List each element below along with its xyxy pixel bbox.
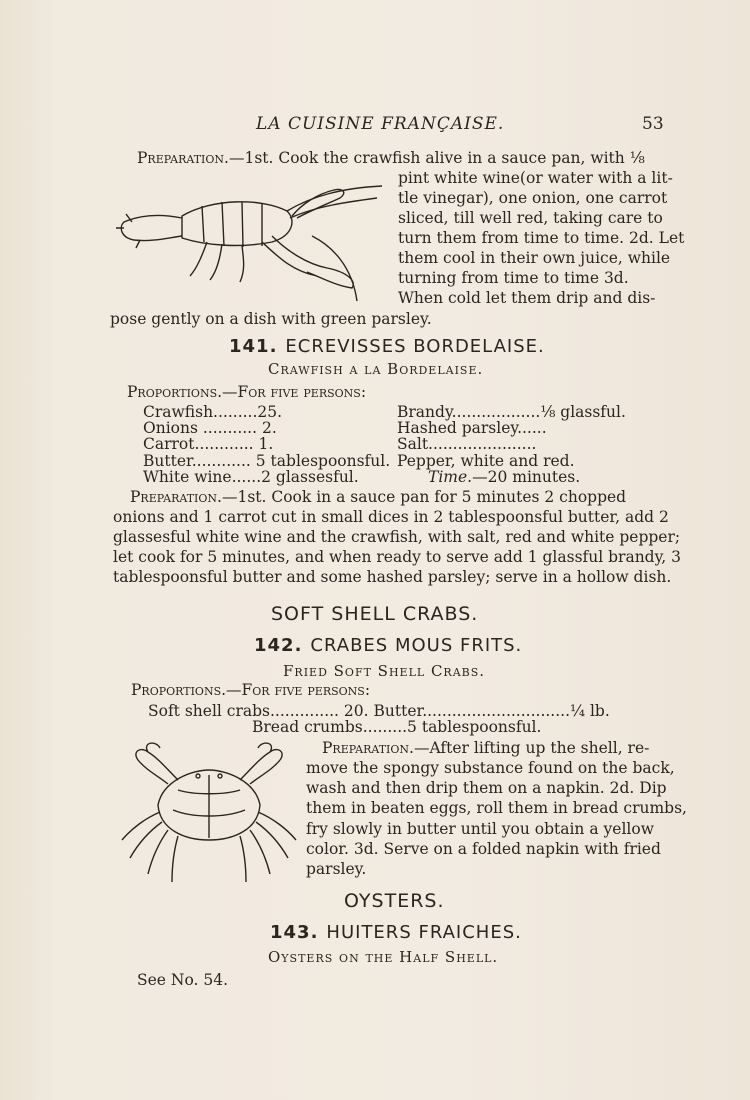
recipe-142-prep-line-7: parsley. xyxy=(306,860,367,878)
ingredient-left-1: Crawfish.........25. xyxy=(143,403,283,421)
recipe-142-prep-line-5: fry slowly in butter until you obtain a yellow xyxy=(306,820,654,838)
recipe-141-proportions: Proportions.—For five persons: xyxy=(127,383,367,401)
recipe-142-prep-line-6: color. 3d. Serve on a folded napkin with fried xyxy=(306,840,661,858)
ingredient-left-2: Onions ........... 2. xyxy=(143,419,277,437)
recipe-141-prep-line-2: onions and 1 carrot cut in small dices in 2 tablespoonsful butter, add 2 xyxy=(113,508,669,526)
ingredient-right-3: Salt...................... xyxy=(397,435,537,453)
recipe-title: ECREVISSES BORDELAISE. xyxy=(285,336,545,357)
recipe-141-heading xyxy=(229,336,545,357)
recipe-title: HUITERS FRAICHES. xyxy=(326,922,522,943)
recipe-141-prep-line-1 xyxy=(130,487,626,507)
recipe-143-subtitle: Oysters on the Half Shell. xyxy=(268,948,499,966)
soft-shell-section-title: SOFT SHELL CRABS. xyxy=(271,603,479,625)
recipe-142-ingredients-2: Bread crumbs.........5 tablespoonsful. xyxy=(252,718,542,736)
recipe-title: CRABES MOUS FRITS. xyxy=(310,635,523,656)
prep-label: Preparation. xyxy=(137,149,229,167)
crawfish-prep-line-5: turn them from time to time. 2d. Let xyxy=(398,229,685,247)
oysters-section-title: OYSTERS. xyxy=(344,890,445,912)
prep-label: Preparation. xyxy=(322,739,414,757)
prep-label: Preparation. xyxy=(130,488,222,506)
recipe-141-time xyxy=(428,467,580,487)
crawfish-illustration xyxy=(112,176,387,306)
crawfish-prep-line-4: sliced, till well red, taking care to xyxy=(398,209,663,227)
prep-text: —1st. Cook in a sauce pan for 5 minutes 2 chopped xyxy=(221,488,627,506)
recipe-141-subtitle: Crawfish a la Bordelaise. xyxy=(268,360,484,378)
recipe-142-prep-line-4: them in beaten eggs, roll them in bread crumbs, xyxy=(306,799,687,817)
recipe-141-prep-line-4: let cook for 5 minutes, and when ready to serve add 1 glassful brandy, 3 xyxy=(113,548,682,566)
recipe-142-prep-line-2: move the spongy substance found on the back, xyxy=(306,759,675,777)
prep-text: —1st. Cook the crawfish alive in a sauce pan, with ⅛ xyxy=(228,149,645,167)
see-reference: See No. 54. xyxy=(137,971,229,989)
ingredient-left-3: Carrot............ 1. xyxy=(143,435,274,453)
crab-illustration xyxy=(118,740,300,888)
crawfish-prep-line-3: tle vinegar), one onion, one carrot xyxy=(398,189,668,207)
recipe-number: 141. xyxy=(229,336,278,357)
time-label: Time. xyxy=(428,468,473,486)
ingredient-left-4: Butter............ 5 tablespoonsful. xyxy=(143,452,391,470)
recipe-number: 143. xyxy=(270,922,319,943)
recipe-141-prep-line-5: tablespoonsful butter and some hashed parsley; serve in a hollow dish. xyxy=(113,568,672,586)
crawfish-prep-line-6: them cool in their own juice, while xyxy=(398,249,671,267)
recipe-142-prep-line-1 xyxy=(322,738,649,758)
crawfish-prep-line-9: pose gently on a dish with green parsley. xyxy=(110,310,432,328)
recipe-141-prep-line-3: glassesful white wine and the crawfish, with salt, red and white pepper; xyxy=(113,528,681,546)
recipe-142-ingredients-1: Soft shell crabs.............. 20. Butter..............................¼ lb. xyxy=(148,702,610,720)
running-header: LA CUISINE FRANÇAISE. xyxy=(256,114,505,134)
recipe-143-heading xyxy=(270,922,522,943)
crawfish-prep-line-2: pint white wine(or water with a lit- xyxy=(398,169,673,187)
recipe-142-prep-line-3: wash and then drip them on a napkin. 2d. Dip xyxy=(306,779,667,797)
recipe-142-heading xyxy=(254,635,522,656)
ingredient-left-5: White wine......2 glassesful. xyxy=(143,468,359,486)
page-number: 53 xyxy=(642,114,664,134)
recipe-142-subtitle: Fried Soft Shell Crabs. xyxy=(283,662,486,680)
crawfish-prep-line-8: When cold let them drip and dis- xyxy=(398,289,656,307)
recipe-number: 142. xyxy=(254,635,303,656)
crawfish-prep-line-7: turning from time to time 3d. xyxy=(398,269,629,287)
recipe-142-proportions: Proportions.—For five persons: xyxy=(131,681,371,699)
time-value: —20 minutes. xyxy=(472,468,581,486)
ingredient-right-1: Brandy..................⅛ glassful. xyxy=(397,403,626,421)
crawfish-prep-line-1 xyxy=(137,148,645,168)
ingredient-right-2: Hashed parsley...... xyxy=(397,419,547,437)
prep-text: —After lifting up the shell, re- xyxy=(413,739,650,757)
ingredient-right-4: Pepper, white and red. xyxy=(397,452,575,470)
